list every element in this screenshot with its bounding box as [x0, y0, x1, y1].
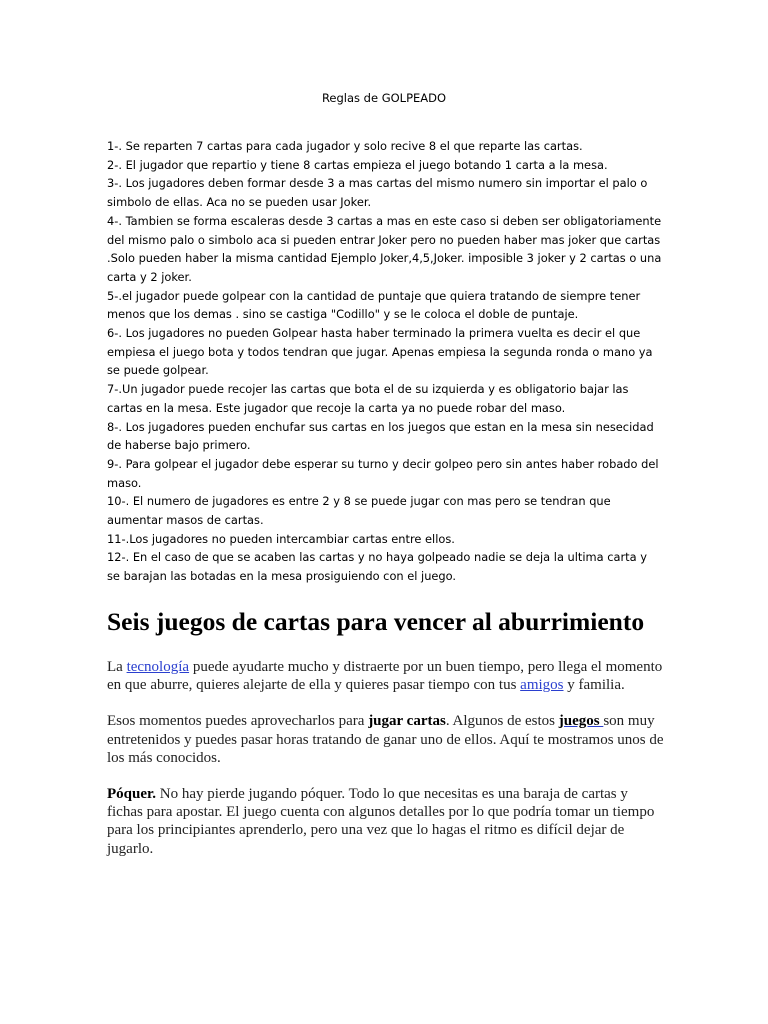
paragraph-text: La — [107, 659, 127, 675]
article-paragraph-poker — [107, 785, 667, 858]
rule-item: 3-. Los jugadores deben formar desde 3 a mas cartas del mismo numero sin importar el palo o simbolo de ellas. Aca no se pueden usar Joker. — [107, 176, 648, 210]
rules-list — [107, 137, 663, 586]
paragraph-text: son muy entretenidos y puedes pasar horas tratando de ganar uno de ellos. Aquí te mostramos unos de los más conocidos. — [107, 713, 664, 766]
rule-item: 6-. Los jugadores no pueden Golpear hasta haber terminado la primera vuelta es decir el que empiesa el juego bota y todos tendran que jugar. Apenas empiesa la segunda ronda o mano ya se puede golpear. — [107, 326, 653, 378]
paragraph-text: . Algunos de estos — [445, 713, 559, 730]
article-heading: Seis juegos de cartas para vencer al aburrimiento — [107, 607, 645, 636]
paragraph-text: y familia. — [563, 677, 625, 694]
rule-item: 5-.el jugador puede golpear con la cantidad de puntaje que quiera tratando de siempre tener menos que los demas . sino se castiga "Codillo" y se le coloca el doble de puntaje. — [107, 288, 641, 322]
rule-item: 7-.Un jugador puede recojer las cartas que bota el de su izquierda y es obligatorio bajar las cartas en la mesa. Este jugador que recoje la carta ya no puede robar del maso. — [107, 382, 629, 415]
rule-item: 1-. Se reparten 7 cartas para cada jugador y solo recive 8 el que reparte las cartas. — [107, 139, 583, 153]
link-amigos[interactable]: amigos — [520, 677, 564, 694]
link-tecnologia[interactable]: tecnología — [126, 659, 190, 675]
rule-item: 8-. Los jugadores pueden enchufar sus cartas en los juegos que estan en la mesa sin nesecidad de haberse bajo primero. — [107, 419, 654, 453]
rule-item: 9-. Para golpear el jugador debe esperar su turno y decir golpeo pero sin antes haber robado del maso. — [107, 456, 659, 490]
rule-item: 2-. El jugador que repartio y tiene 8 cartas empieza el juego botando 1 carta a la mesa. — [107, 157, 608, 172]
link-juegos[interactable] — [559, 713, 604, 729]
article-paragraph-moments — [107, 712, 667, 767]
bold-text: jugar cartas — [368, 713, 446, 730]
rule-item: 11-.Los jugadores no pueden intercambiar cartas entre ellos. — [107, 531, 455, 546]
article-paragraph-intro — [107, 658, 667, 694]
paragraph-text: No hay pierde jugando póquer. Todo lo que necesitas es una baraja de cartas y fichas para apostar. El juego cuenta con algunos detalles por lo que podría tomar un tiempo para los principiantes aprenderlo, pero una vez que lo hagas el ritmo es difícil dejar de jugarlo. — [107, 786, 655, 857]
rule-item: 10-. El numero de jugadores es entre 2 y 8 se puede jugar con mas pero se tendran que aumentar masos de cartas. — [107, 494, 611, 528]
bold-text: Póquer. — [107, 786, 157, 803]
rule-item: 4-. Tambien se forma escaleras desde 3 cartas a mas en este caso si deben ser obligatoriamente del mismo palo o simbolo aca si pueden entrar Joker pero no pueden haber mas joker que cartas .Solo pueden haber la misma cantidad Ejemplo Joker,4,5,Joker. imposible 3 joker y 2 cartas o una carta y 2 joker. — [107, 213, 662, 284]
rule-item: 12-. En el caso de que se acaben las cartas y no haya golpeado nadie se deja la ultima carta y se barajan las botadas en la mesa prosiguiendo con el juego. — [107, 550, 647, 584]
article-section — [107, 605, 667, 876]
paragraph-text: Esos momentos puedes aprovecharlos para — [107, 713, 369, 730]
link-juegos-label: juegos — [558, 713, 604, 730]
document-title: Reglas de GOLPEADO — [321, 91, 447, 105]
paragraph-text: puede ayudarte mucho y distraerte por un buen tiempo, pero llega el momento en que aburre, quieres alejarte de ella y quieres pasar tiempo con tus — [107, 659, 663, 694]
